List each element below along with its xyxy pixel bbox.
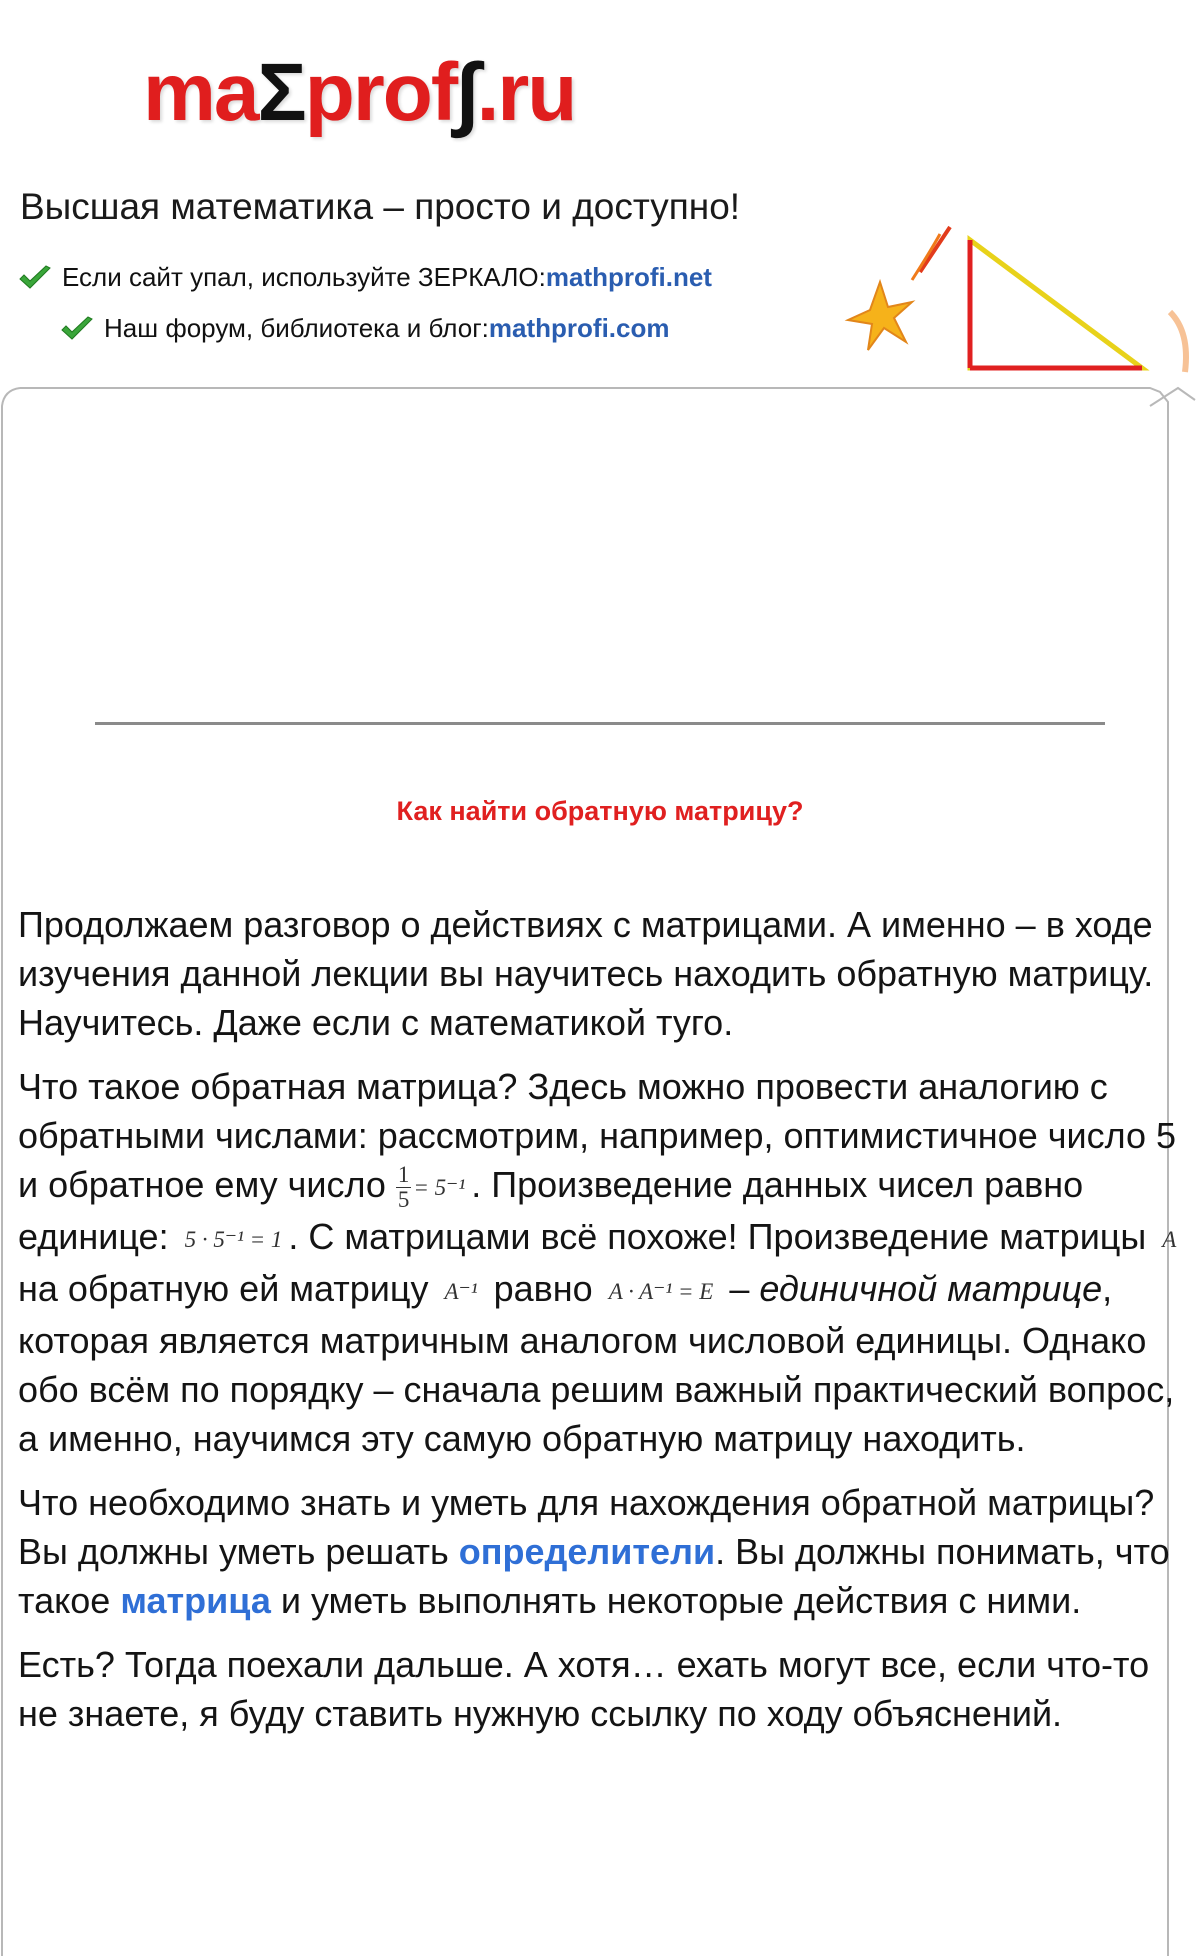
paragraph: Что такое обратная матрица? Здесь можно провести аналогию с обратными числами: рассмотрим, например, оптимистичное число 5 и обратное ему число $\frac{1}{5}$ = 5⁻¹ . Произведение данных чисел равно единице: 5 · 5⁻¹ = 1 . С матрицами всё похоже! Произведение матрицы A на обратную ей матрицу A⁻¹ равно A · A⁻¹ = E – единичной матрице, которая является матричным аналогом числовой единицы. Однако обо всём по порядку – сначала решим важный практический вопрос, а именно, научимся эту самую обратную матрицу находить. [18, 1066, 1177, 1459]
paragraph: Что необходимо знать и уметь для нахождения обратной матрицы? Вы должны уметь решать определители. Вы должны понимать, что такое матрица и уметь выполнять некоторые действия с ними. [18, 1481, 1170, 1621]
forum-notice [60, 313, 669, 344]
decorative-star-triangle-icon [840, 222, 1200, 392]
article-body [18, 900, 1188, 1753]
matrix-link[interactable]: матрица [120, 1579, 271, 1621]
mirror-link[interactable]: mathprofi.net [545, 262, 712, 292]
paragraph: Есть? Тогда поехали дальше. А хотя… ехать могут все, если что-то не знаете, я буду ставить нужную ссылку по ходу объяснений. [18, 1643, 1150, 1734]
formula: = 5⁻¹ [413, 1174, 466, 1200]
checkmark-icon [60, 316, 94, 342]
site-header [0, 0, 1200, 390]
determinants-link[interactable]: определители [458, 1530, 716, 1572]
formula: 5 · 5⁻¹ = 1 [184, 1226, 283, 1252]
forum-link[interactable]: mathprofi.com [488, 313, 670, 343]
formula: A⁻¹ [444, 1278, 478, 1304]
formula: A [1162, 1226, 1177, 1252]
term-identity-matrix: единичной матрице [759, 1267, 1103, 1309]
divider [95, 722, 1105, 725]
forum-text: Наш форум, библиотека и блог: [104, 313, 489, 343]
mirror-text: Если сайт упал, используйте ЗЕРКАЛО: [62, 262, 546, 292]
mirror-notice [18, 262, 712, 293]
site-tagline: Высшая математика – просто и доступно! [20, 186, 741, 227]
ad-placeholder [95, 410, 1105, 710]
formula: A · A⁻¹ = E [608, 1278, 714, 1304]
article-title: Как найти обратную матрицу? [396, 796, 804, 826]
paragraph: Продолжаем разговор о действиях с матрицами. А именно – в ходе изучения данной лекции вы научитесь находить обратную матрицу. Научитесь. Даже если с математикой туго. [18, 904, 1154, 1043]
fraction-formula: $\frac{1}{5}$ [397, 1161, 410, 1212]
site-logo[interactable]: maΣprof∫.ru [143, 47, 576, 138]
checkmark-icon [18, 265, 52, 291]
